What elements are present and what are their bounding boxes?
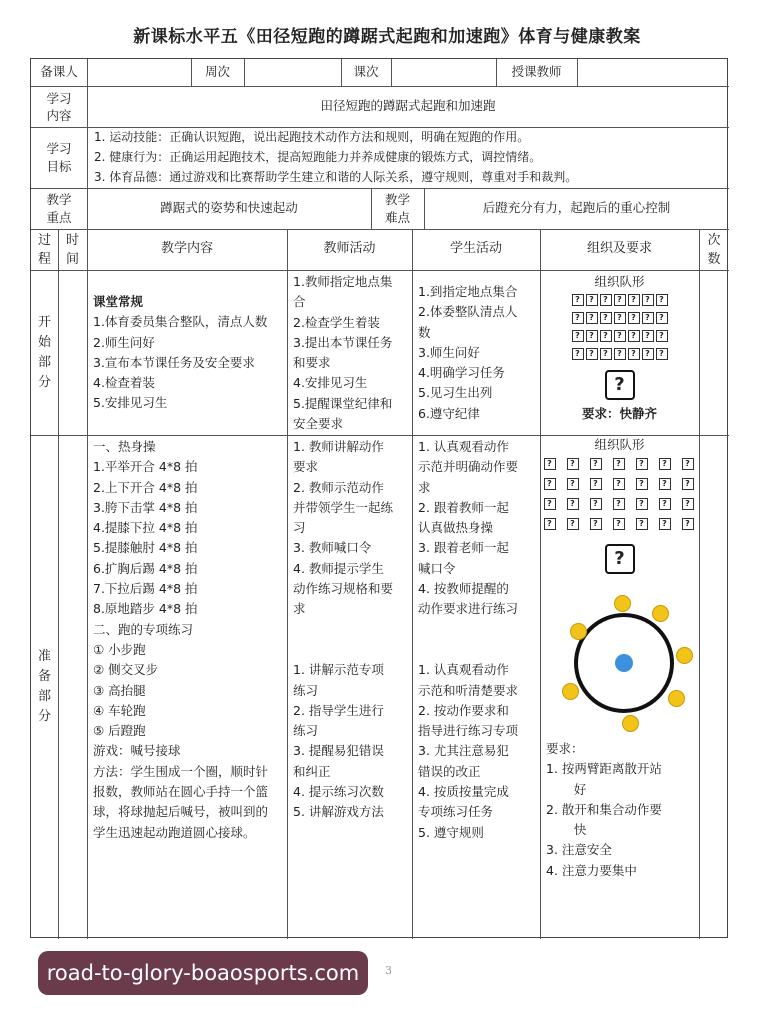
student-marker: ? (642, 348, 654, 360)
page-title: 新课标水平五《田径短跑的蹲踞式起跑和加速跑》体育与健康教案 (133, 27, 641, 47)
list-item: 好 (546, 781, 587, 797)
start-organization (540, 270, 699, 435)
student-marker: ? (636, 478, 648, 490)
list-item: 5. 遵守规则 (418, 824, 484, 840)
prep-content (93, 437, 285, 843)
list-item: 2. 指导学生进行 (293, 702, 384, 718)
start-requirement: 要求：快静齐 (581, 406, 657, 422)
formation-grid (540, 458, 699, 530)
list-item: 4.提膝下拉 4*8 拍 (93, 520, 198, 536)
list-item: 3. 教师喊口令 (293, 540, 372, 556)
student-smiley-icon (562, 683, 579, 700)
list-item: 和要求 (293, 355, 331, 371)
student-smiley-icon (622, 715, 639, 732)
student-marker: ? (642, 294, 654, 306)
col-student: 学生活动 (449, 241, 502, 257)
student-marker: ? (590, 518, 602, 530)
page-number: 3 (385, 964, 392, 977)
list-item: 1. 认真观看动作 (418, 439, 509, 454)
list-item: 喊口令 (418, 560, 456, 576)
watermark-banner: road-to-glory-boaosports.com (38, 951, 368, 995)
list-item: 3.师生问好 (418, 344, 480, 360)
list-item: ④ 车轮跑 (93, 702, 146, 718)
list-item: 求 (418, 479, 431, 495)
list-item: 报数，教师站在圆心手持一个篮 (93, 784, 269, 800)
student-marker: ? (600, 330, 612, 342)
col-content: 教学内容 (160, 241, 213, 257)
student-marker: ? (544, 478, 556, 490)
goal-item: 2. 健康行为：正确运用起跑技术，提高短跑能力并养成健康的锻炼方式，调控情绪。 (94, 150, 542, 164)
week-label: 周次 (204, 64, 230, 80)
start-student-activity (418, 282, 538, 424)
student-marker: ? (586, 294, 598, 306)
goal-item: 1. 运动技能：正确认识短跑，说出起跑技术动作方法和规则，明确在短跑的作用。 (94, 130, 530, 144)
list-item: 4.检查着装 (93, 375, 155, 391)
content-value: 田径短跑的蹲踞式起跑和加速跑 (320, 98, 496, 114)
student-marker: ? (544, 458, 556, 470)
student-marker: ? (613, 458, 625, 470)
student-smiley-icon (614, 595, 631, 612)
list-item: 习 (293, 520, 306, 536)
start-section-label: 开始部分 (37, 314, 51, 390)
teacher-marker: ? (605, 544, 635, 574)
student-marker: ? (567, 478, 579, 490)
student-marker: ? (600, 348, 612, 360)
list-item: 2.上下开合 4*8 拍 (93, 479, 198, 495)
list-item: 3. 提醒易犯错误 (293, 743, 384, 759)
difficulty-value: 后蹬充分有力，起跑后的重心控制 (482, 200, 671, 216)
student-marker: ? (586, 312, 598, 324)
list-item: 2.检查学生着装 (293, 314, 380, 330)
list-item: 二、跑的专项练习 (93, 621, 194, 637)
student-marker: ? (682, 498, 694, 510)
start-content-title: 课堂常规 (93, 294, 144, 309)
start-content (93, 292, 285, 414)
list-item: 专项练习任务 (418, 804, 494, 820)
student-marker: ? (614, 330, 626, 342)
list-item: 4. 教师提示学生 (293, 560, 384, 576)
list-item: 4. 注意力要集中 (546, 862, 637, 878)
list-item: 练习 (293, 682, 319, 698)
student-marker: ? (567, 458, 579, 470)
prep-student-activity (418, 437, 538, 843)
student-marker: ? (544, 518, 556, 530)
list-item: 1.教师指定地点集 (293, 274, 393, 289)
list-item: 7.下拉后踢 4*8 拍 (93, 581, 198, 597)
student-marker: ? (614, 294, 626, 306)
student-marker: ? (600, 294, 612, 306)
teacher-marker: ? (605, 370, 635, 400)
formation-grid (540, 294, 699, 360)
student-marker: ? (656, 348, 668, 360)
list-item: 指导进行练习专项 (418, 723, 519, 739)
student-marker: ? (572, 312, 584, 324)
list-item: ⑤ 后蹬跑 (93, 723, 146, 739)
list-item: 球，将球抛起后喊号，被叫到的 (93, 804, 269, 820)
student-marker: ? (614, 348, 626, 360)
col-teacher: 教师活动 (323, 241, 376, 257)
prep-teacher-activity (293, 437, 411, 823)
list-item: 求 (293, 601, 306, 617)
lesson-label: 课次 (353, 64, 379, 80)
student-marker: ? (613, 498, 625, 510)
student-marker: ? (572, 348, 584, 360)
list-item: 1.体育委员集合整队，清点人数 (93, 314, 268, 330)
list-item: 4. 按质按量完成 (418, 784, 509, 800)
goals-label: 学习目标 (46, 140, 72, 174)
list-item: 3. 跟着老师一起 (418, 540, 509, 556)
list-item: 认真做热身操 (418, 520, 494, 536)
goal-item: 3. 体育品德：通过游戏和比赛帮助学生建立和谐的人际关系，遵守规则，尊重对手和裁判。 (94, 170, 578, 184)
student-marker: ? (636, 458, 648, 470)
list-item: 1. 按两臂距离散开站 (546, 761, 662, 777)
student-marker: ? (567, 518, 579, 530)
list-item: 1. 认真观看动作 (418, 662, 509, 678)
student-marker: ? (590, 478, 602, 490)
student-marker: ? (656, 312, 668, 324)
col-process: 过程 (37, 232, 51, 267)
student-marker: ? (628, 330, 640, 342)
list-item: 和纠正 (293, 763, 331, 779)
list-item: 2.师生问好 (93, 334, 155, 350)
student-marker: ? (590, 458, 602, 470)
difficulty-label: 教学难点 (384, 191, 410, 225)
list-item: 6.遵守纪律 (418, 405, 480, 421)
list-item: 动作要求进行练习 (418, 601, 519, 617)
list-item: 1.平举开合 4*8 拍 (93, 459, 198, 475)
student-marker: ? (656, 330, 668, 342)
requirement-label: 要求： (546, 741, 584, 756)
col-organization: 组织及要求 (586, 241, 652, 257)
list-item: 数 (418, 324, 431, 340)
list-item: 6.扩胸后踢 4*8 拍 (93, 560, 198, 576)
list-item: ③ 高抬腿 (93, 682, 146, 698)
student-smiley-icon (652, 605, 669, 622)
student-marker: ? (628, 312, 640, 324)
teacher-label: 授课教师 (511, 64, 562, 80)
student-smiley-icon (668, 690, 685, 707)
student-marker: ? (628, 294, 640, 306)
student-marker: ? (659, 498, 671, 510)
list-item: 3.胯下击掌 4*8 拍 (93, 499, 198, 515)
list-item: 3. 注意安全 (546, 842, 612, 858)
list-item: 一、热身操 (93, 439, 156, 454)
list-item: 示范并明确动作要 (418, 459, 519, 475)
student-marker: ? (567, 498, 579, 510)
formation-title: 组织队形 (594, 274, 645, 289)
list-item: 3.宣布本节课任务及安全要求 (93, 354, 255, 370)
list-item: 5.提醒课堂纪律和 (293, 395, 393, 411)
list-item: 并带领学生一起练 (293, 499, 394, 515)
student-marker: ? (659, 458, 671, 470)
list-item: 错误的改正 (418, 763, 481, 779)
student-smiley-icon (570, 623, 587, 640)
list-item: 2. 跟着教师一起 (418, 499, 509, 515)
list-item: 要求 (293, 459, 319, 475)
list-item: 5. 讲解游戏方法 (293, 804, 384, 820)
list-item: 4. 按教师提醒的 (418, 581, 509, 597)
list-item: ① 小步跑 (93, 641, 146, 657)
list-item: 5.提膝触肘 4*8 拍 (93, 540, 198, 556)
student-marker: ? (572, 294, 584, 306)
student-marker: ? (614, 312, 626, 324)
list-item: 安全要求 (293, 416, 344, 432)
list-item: 1. 讲解示范专项 (293, 662, 384, 678)
student-marker: ? (636, 518, 648, 530)
list-item: 示范和听清楚要求 (418, 682, 519, 698)
list-item: 2. 按动作要求和 (418, 702, 509, 718)
list-item: 学生迅速起动跑道圆心接球。 (93, 824, 256, 840)
student-smiley-icon (676, 647, 693, 664)
list-item: 4.明确学习任务 (418, 365, 505, 381)
content-label: 学习内容 (46, 90, 72, 123)
center-teacher-dot (615, 654, 633, 672)
key-value: 蹲踞式的姿势和快速起动 (160, 200, 298, 216)
list-item: 合 (293, 294, 306, 310)
prep-section-label: 准备部分 (37, 649, 51, 724)
list-item: ② 侧交叉步 (93, 662, 159, 678)
student-marker: ? (628, 348, 640, 360)
prep-organization (540, 435, 699, 939)
list-item: 2. 散开和集合动作要 (546, 801, 662, 817)
col-time: 时间 (65, 232, 79, 267)
list-item: 动作练习规格和要 (293, 581, 394, 597)
student-marker: ? (642, 312, 654, 324)
student-marker: ? (586, 348, 598, 360)
list-item: 方法：学生围成一个圈，顺时针 (93, 763, 269, 779)
list-item: 5.安排见习生 (93, 395, 168, 411)
student-marker: ? (572, 330, 584, 342)
list-item: 练习 (293, 723, 319, 739)
student-marker: ? (682, 518, 694, 530)
preparer-value (87, 59, 191, 86)
circle-game-diagram (554, 595, 694, 735)
student-marker: ? (544, 498, 556, 510)
preparer-label: 备课人 (40, 64, 78, 80)
student-marker: ? (642, 330, 654, 342)
prep-requirements (546, 739, 696, 881)
student-marker: ? (656, 294, 668, 306)
student-marker: ? (682, 458, 694, 470)
list-item: 8.原地踏步 4*8 拍 (93, 601, 198, 617)
list-item: 3. 尤其注意易犯 (418, 743, 509, 759)
student-marker: ? (659, 518, 671, 530)
list-item: 2.体委整队清点人 (418, 304, 518, 320)
student-marker: ? (600, 312, 612, 324)
student-marker: ? (659, 478, 671, 490)
list-item: 游戏：喊号接球 (93, 743, 181, 759)
student-marker: ? (636, 498, 648, 510)
student-marker: ? (613, 518, 625, 530)
col-count: 次数 (707, 232, 721, 267)
student-marker: ? (613, 478, 625, 490)
formation-title: 组织队形 (594, 437, 645, 452)
student-marker: ? (682, 478, 694, 490)
list-item: 3.提出本节课任务 (293, 334, 393, 350)
student-marker: ? (590, 498, 602, 510)
goals-list (94, 127, 724, 188)
list-item: 5.见习生出列 (418, 385, 493, 401)
list-item: 1. 教师讲解动作 (293, 439, 384, 454)
start-teacher-activity (293, 272, 411, 434)
key-label: 教学重点 (46, 191, 72, 225)
lesson-plan-table (30, 58, 728, 938)
list-item: 4. 提示练习次数 (293, 784, 384, 800)
list-item: 4.安排见习生 (293, 375, 368, 391)
list-item: 快 (546, 822, 587, 838)
list-item: 2. 教师示范动作 (293, 479, 384, 495)
student-marker: ? (586, 330, 598, 342)
list-item: 1.到指定地点集合 (418, 284, 518, 299)
